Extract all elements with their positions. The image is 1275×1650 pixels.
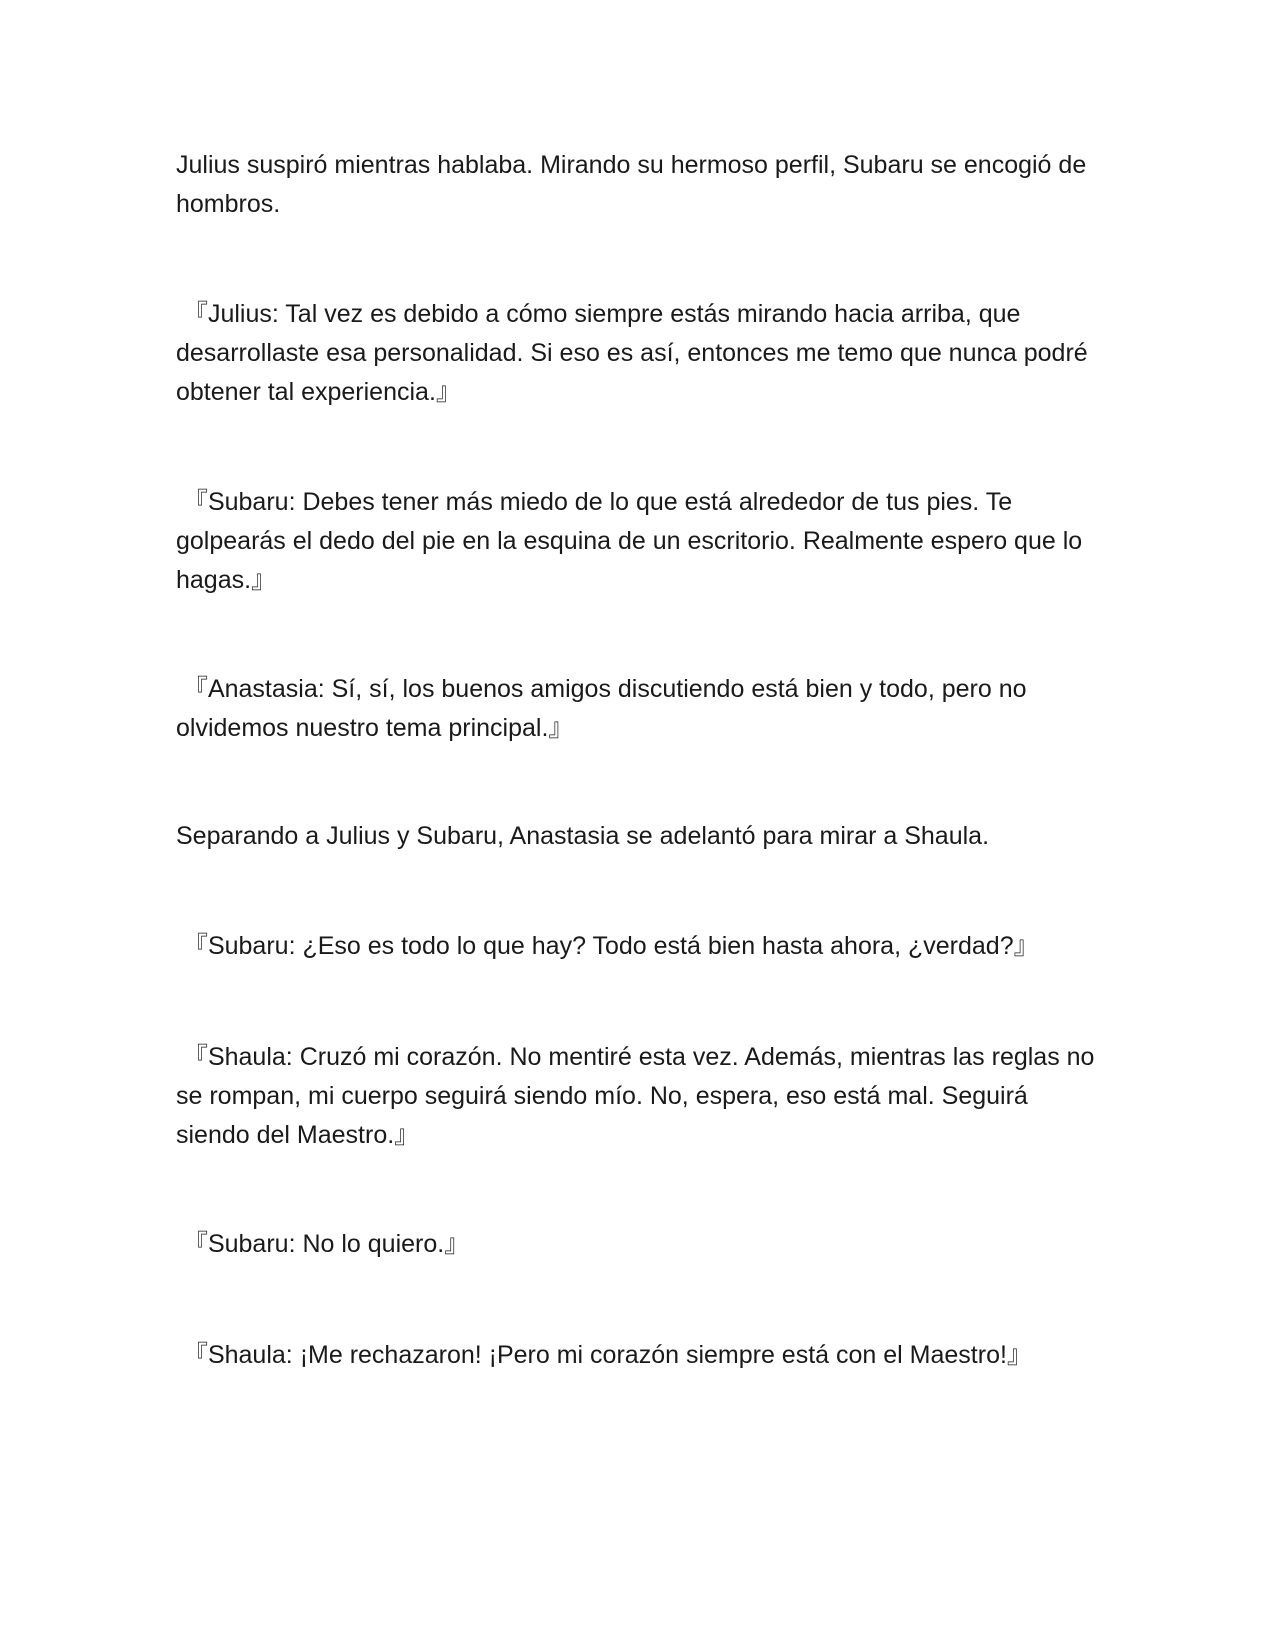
dialogue-paragraph: 『Shaula: ¡Me rechazaron! ¡Pero mi corazón siempre está con el Maestro!』: [176, 1341, 1032, 1369]
narration-paragraph: Julius suspiró mientras hablaba. Mirando su hermoso perfil, Subaru se encogió de hombros.: [176, 151, 1094, 218]
dialogue-paragraph: 『Subaru: No lo quiero.』: [176, 1230, 470, 1258]
dialogue-paragraph: 『Subaru: Debes tener más miedo de lo que está alrededor de tus pies. Te golpearás el dedo del pie en la esquina de un escritorio. Realmente espero que lo hagas.』: [176, 488, 1090, 594]
dialogue-paragraph: 『Shaula: Cruzó mi corazón. No mentiré esta vez. Además, mientras las reglas no se rompan, mi cuerpo seguirá siendo mío. No, espera, eso está mal. Seguirá siendo del Maestro.』: [176, 1043, 1102, 1149]
dialogue-paragraph: 『Subaru: ¿Eso es todo lo que hay? Todo está bien hasta ahora, ¿verdad?』: [176, 932, 1039, 960]
dialogue-paragraph: 『Julius: Tal vez es debido a cómo siempre estás mirando hacia arriba, que desarrollaste esa personalidad. Si eso es así, entonces me temo que nunca podré obtener tal experiencia.』: [176, 300, 1095, 406]
narration-paragraph: Separando a Julius y Subaru, Anastasia se adelantó para mirar a Shaula.: [176, 822, 990, 850]
dialogue-paragraph: 『Anastasia: Sí, sí, los buenos amigos discutiendo está bien y todo, pero no olvidemos nuestro tema principal.』: [176, 675, 1034, 742]
